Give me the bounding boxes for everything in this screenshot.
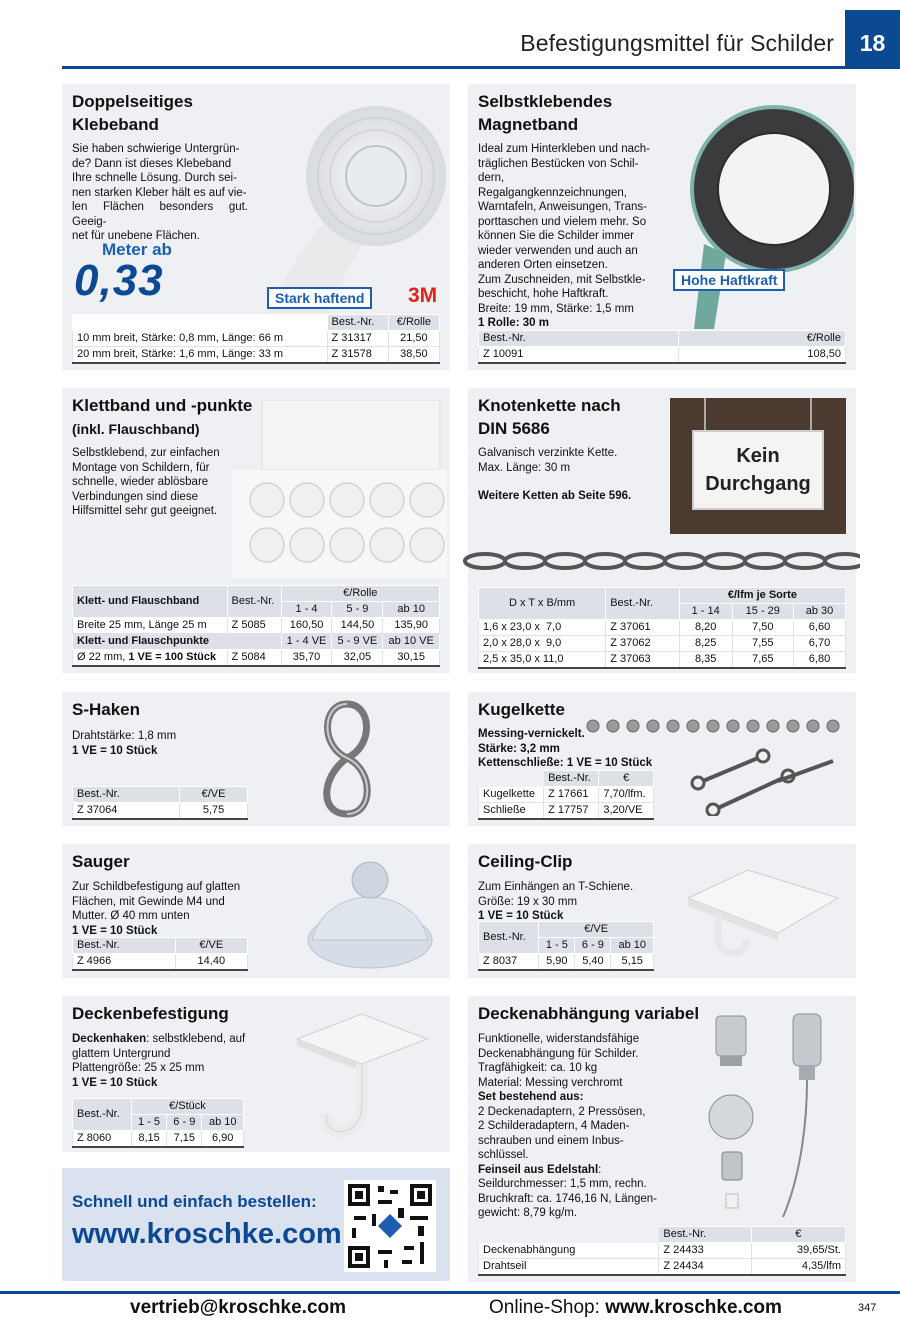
table-row[interactable]: Z 10091 108,50	[479, 347, 846, 364]
price-table: Best.-Nr. €/VE 1 - 5 6 - 9 ab 10 Z 8037 5,90 5,40 5,15	[478, 921, 654, 971]
product-knotted-chain	[468, 388, 856, 673]
table-row[interactable]: Z 4966 14,40	[73, 954, 248, 971]
table-row[interactable]: 1,6 x 23,0 x 7,0 Z 37061 8,20 7,50 6,60	[479, 620, 846, 636]
product-title: Klebeband	[72, 115, 159, 134]
table-row[interactable]: Z 8060 8,15 7,15 6,90	[73, 1131, 244, 1148]
price-table	[72, 314, 440, 364]
price-table	[478, 330, 846, 364]
page-title: Befestigungsmittel für Schilder	[520, 30, 834, 56]
product-ball-chain: Kugelkette Messing-vernickelt. Stärke: 3,2 mm Kettenschließe: 1 VE = 10 Stück Best.-Nr. € Kugelkette Z 17661 7,70/lfm. Schließe Z 17757 3,20/VE	[468, 692, 856, 826]
product-title: Selbstklebendes	[478, 92, 613, 111]
product-description: Galvanisch verzinkte Kette. Max. Länge: 30 m Weitere Ketten ab Seite 596.	[478, 447, 632, 502]
product-ceiling-clip: Ceiling-Clip Zum Einhängen an T-Schiene. Größe: 19 x 30 mm 1 VE = 10 Stück Best.-Nr. €/VE 1 - 5 6 - 9 ab 10 Z 8037 5,90 5,40 5,15	[468, 844, 856, 978]
table-row[interactable]: Z 37064 5,75	[73, 803, 248, 820]
column-header: €/Rolle	[388, 315, 439, 331]
product-ceiling-hook: Deckenbefestigung Deckenhaken: selbstklebend, auf glattem Untergrund Plattengröße: 25 x 25 mm 1 VE = 10 Stück Best.-Nr. €/Stück 1 - 5 6 - 9 ab 10 Z 8060 8,15 7,15 6,90	[62, 996, 450, 1152]
column-header: Best.-Nr.	[479, 331, 679, 347]
product-title: S-Haken	[72, 700, 141, 719]
table-row[interactable]: Breite 25 mm, Länge 25 m Z 5085 160,50 144,50 135,90	[73, 618, 440, 634]
product-title: Klettband und -punkte	[72, 396, 253, 415]
product-velcro	[62, 388, 450, 673]
price-table: Best.-Nr. €/VE Z 37064 5,75	[72, 786, 248, 820]
text-line: Sie haben schwierige Untergrün-	[72, 143, 240, 155]
suction-cup-image	[300, 852, 440, 974]
price-table: Klett- und Flauschband Best.-Nr. €/Rolle 1 - 4 5 - 9 ab 10 Breite 25 mm, Länge 25 m Z 5085 160,50 144,50 135,90 Klett- und Flauschpunkte 1 - 4 VE 5 - 9 VE ab 10 VE Ø 22 mm, 1 VE = 100 Stück Z 5084 35,70 32,05 30,15	[72, 585, 440, 667]
ceiling-hook-image	[287, 1004, 437, 1149]
product-title: Knotenkette nach	[478, 396, 621, 415]
text-line: net für unebene Flächen.	[72, 230, 200, 242]
suspension-parts-image	[698, 1012, 853, 1222]
product-title: Ceiling-Clip	[478, 852, 573, 871]
text-line: nen starken Kleber hält es auf vie-	[72, 186, 247, 199]
text-line: len Flächen besonders gut. Geeig-	[72, 201, 248, 228]
sign-no-passage: Kein Durchgang	[692, 430, 824, 510]
product-title: Kugelkette	[478, 700, 565, 719]
price-value: 0,33	[74, 256, 164, 305]
text-line: de? Dann ist dieses Klebeband	[72, 157, 232, 170]
table-row[interactable]: Schließe Z 17757 3,20/VE	[479, 803, 654, 820]
3m-logo: 3M	[408, 284, 438, 307]
product-subtitle: (inkl. Flauschband)	[72, 421, 200, 437]
product-title: Doppelseitiges	[72, 92, 193, 111]
product-title: Sauger	[72, 852, 130, 871]
table-row[interactable]: Drahtseil Z 24434 4,35/lfm	[479, 1259, 846, 1276]
price-table: Best.-Nr. €/VE Z 4966 14,40	[72, 937, 248, 971]
order-promo-box	[62, 1168, 450, 1281]
table-row[interactable]: Z 8037 5,90 5,40 5,15	[479, 954, 654, 971]
column-header: Best.-Nr.	[327, 315, 388, 331]
table-row[interactable]: 2,0 x 28,0 x 9,0 Z 37062 8,25 7,55 6,70	[479, 636, 846, 652]
table-row[interactable]: Kugelkette Z 17661 7,70/lfm.	[479, 787, 654, 803]
product-title: DIN 5686	[478, 419, 550, 438]
chain-image	[460, 544, 860, 578]
product-s-hook: S-Haken Drahtstärke: 1,8 mm 1 VE = 10 Stück Best.-Nr. €/VE Z 37064 5,75	[62, 692, 450, 826]
product-title: Deckenabhängung variabel	[478, 1004, 700, 1023]
promo-url-link[interactable]: www.kroschke.com	[72, 1218, 342, 1250]
table-row[interactable]: 2,5 x 35,0 x 11,0 Z 37063 8,35 7,65 6,80	[479, 652, 846, 669]
footer-email-link[interactable]: vertrieb@kroschke.com	[130, 1297, 347, 1318]
promo-question: Schnell und einfach bestellen:	[72, 1192, 317, 1211]
sign-photo	[670, 398, 846, 534]
product-description	[72, 142, 248, 244]
footer-shop-link[interactable]: Online-Shop: www.kroschke.com	[489, 1297, 782, 1318]
price-table: D x T x B/mm Best.-Nr. €/lfm je Sorte 1 - 14 15 - 29 ab 30 1,6 x 23,0 x 7,0 Z 37061 8,20 7,50 6,60 2,0 x 28,0 x 9,0 Z 37062 8,25 7,55 6,70 2,5 x 35,0 x 11,0 Z 37063 8,35 7,65 6,80	[478, 587, 846, 669]
product-title: Deckenbefestigung	[72, 1004, 229, 1023]
qr-code-icon[interactable]	[344, 1180, 436, 1272]
price-table: Best.-Nr. € Kugelkette Z 17661 7,70/lfm. Schließe Z 17757 3,20/VE	[478, 770, 654, 820]
table-row[interactable]: Ø 22 mm, 1 VE = 100 Stück Z 5084 35,70 32,05 30,15	[73, 650, 440, 667]
product-description: Ideal zum Hinterkleben und nach- träglichen Bestücken von Schil- dern, Regalgangkennzeichnungen, Warntafeln, Anweisungen, Trans- porttaschen und vielem mehr. So können Sie die Schilder immer wieder verwenden und auch an anderen Orten einsetzen. Zum Zuschneiden, mit Selbstkle- beschicht, hohe Haftkraft. Breite: 19 mm, Stärke: 1,5 mm 1 Rolle: 30 m	[478, 143, 650, 329]
ceiling-clip-image	[678, 858, 848, 968]
table-row[interactable]: Deckenabhängung Z 24433 39,65/St.	[479, 1243, 846, 1259]
footer-rule	[0, 1291, 900, 1294]
velcro-dots-image	[232, 400, 447, 580]
s-hook-image	[302, 696, 392, 824]
product-double-sided-tape	[62, 84, 450, 370]
chapter-tab[interactable]: 18	[845, 10, 900, 68]
magnetic-tape-image	[664, 94, 854, 334]
table-row[interactable]: 10 mm breit, Stärke: 0,8 mm, Länge: 66 m Z 31317 21,50	[73, 331, 440, 347]
high-adhesion-badge: Hohe Haftkraft	[673, 269, 785, 291]
page-number: 347	[858, 1302, 877, 1314]
price-table: Best.-Nr. € Deckenabhängung Z 24433 39,65/St. Drahtseil Z 24434 4,35/lfm	[478, 1226, 846, 1276]
price-label: Meter ab	[102, 240, 172, 259]
product-description: Selbstklebend, zur einfachen Montage von Schildern, für schnelle, wieder ablösbare Verbindungen sind diese Hilfsmittel sehr gut geeignet.	[72, 447, 220, 517]
strong-adhesion-badge: Stark haftend	[267, 287, 372, 309]
product-suction-cup: Sauger Zur Schildbefestigung auf glatten Flächen, mit Gewinde M4 und Mutter. Ø 40 mm unten 1 VE = 10 Stück Best.-Nr. €/VE Z 4966 14,40	[62, 844, 450, 978]
product-ceiling-suspension: Deckenabhängung variabel Funktionelle, widerstandsfähige Deckenabhängung für Schilder. Tragfähigkeit: ca. 10 kg Material: Messing verchromt Set bestehend aus: 2 Deckenadaptern, 2 Pressösen, 2 Schilderadaptern, 4 Maden- schrauben und einem Inbus- schlüssel. Feinseil aus Edelstahl: Seildurchmesser: 1,5 mm, rechn. Bruchkraft: ca. 1746,16 N, Längen- gewicht: 8,79 kg/m. Best.-Nr. € Deckenabhängung Z 24433 39,65/St. Drahtseil Z 24434 4,35/lfm	[468, 996, 856, 1282]
table-row[interactable]: 20 mm breit, Stärke: 1,6 mm, Länge: 33 m Z 31578 38,50	[73, 347, 440, 364]
column-header: €/Rolle	[679, 331, 846, 347]
product-magnetic-tape	[468, 84, 856, 370]
product-title: Magnetband	[478, 115, 579, 134]
header-rule	[62, 66, 900, 69]
text-line: Ihre schnelle Lösung. Durch sei-	[72, 172, 237, 184]
price-table: Best.-Nr. €/Stück 1 - 5 6 - 9 ab 10 Z 8060 8,15 7,15 6,90	[72, 1098, 244, 1148]
